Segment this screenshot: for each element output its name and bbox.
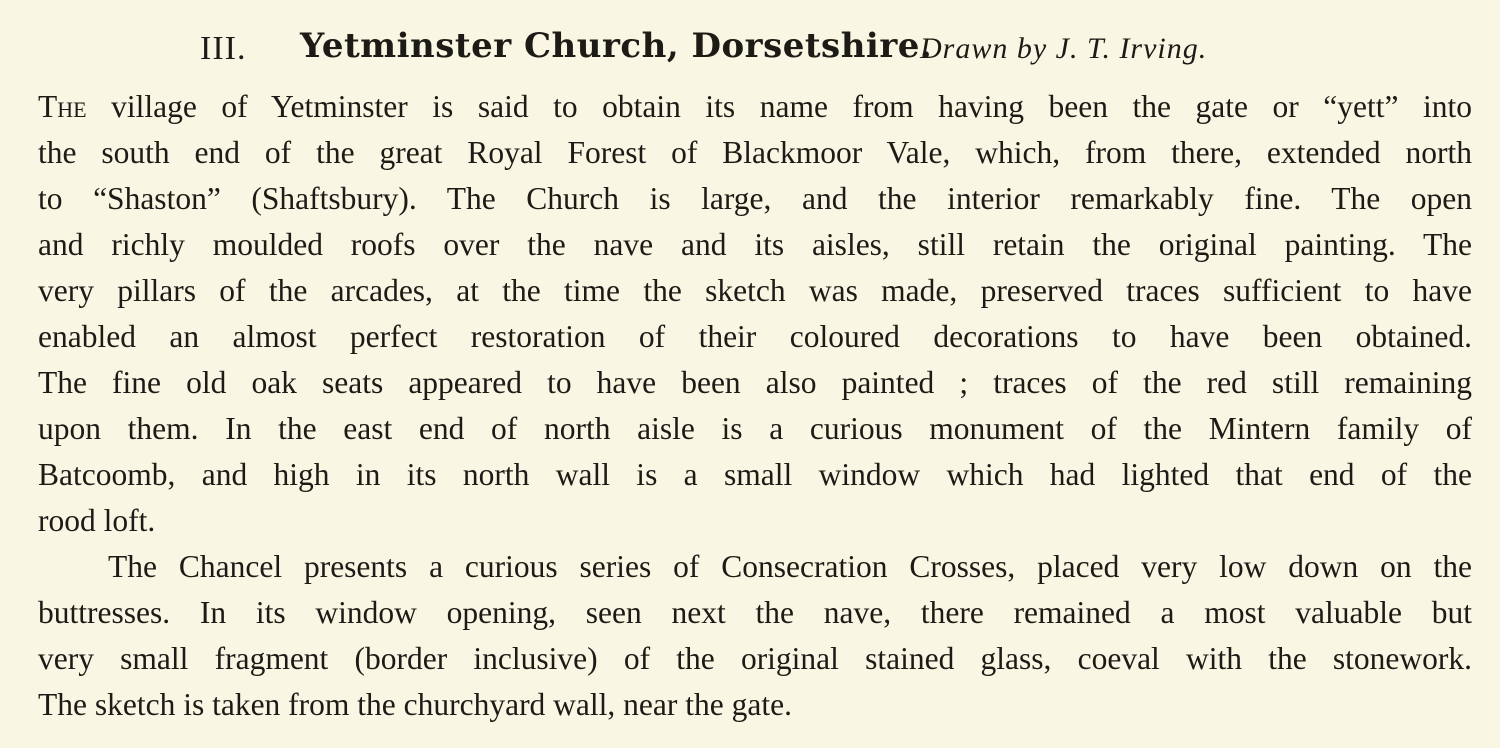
text-line: The village of Yetminster is said to obtain its name from having been the gate or “yett” into xyxy=(38,89,1472,124)
text-line: Batcoomb, and high in its north wall is a small window which had lighted that end of the xyxy=(38,457,1472,492)
text-line: very pillars of the arcades, at the time the sketch was made, preserved traces sufficient to have xyxy=(38,273,1472,308)
text-line: buttresses. In its window opening, seen next the nave, there remained a most valuable but xyxy=(38,595,1472,630)
paragraph-2 xyxy=(38,544,1472,728)
text-line: The sketch is taken from the churchyard wall, near the gate. xyxy=(38,687,792,722)
paragraph-1 xyxy=(38,84,1472,544)
lead-word: The xyxy=(38,89,87,124)
text-line: rood loft. xyxy=(38,503,156,538)
text-line: The Chancel presents a curious series of Consecration Crosses, placed very low down on the xyxy=(108,549,1472,584)
text-line: very small fragment (border inclusive) of the original stained glass, coeval with the stonework. xyxy=(38,641,1472,676)
artist-credit: Drawn by J. T. Irving. xyxy=(920,32,1208,65)
text-line: upon them. In the east end of north aisle is a curious monument of the Mintern family of xyxy=(38,411,1472,446)
text-line: the south end of the great Royal Forest of Blackmoor Vale, which, from there, extended north xyxy=(38,135,1472,170)
text-line: and richly moulded roofs over the nave and its aisles, still retain the original painting. The xyxy=(38,227,1472,262)
plate-heading xyxy=(38,22,1472,84)
text-line: to “Shaston” (Shaftsbury). The Church is large, and the interior remarkably fine. The open xyxy=(38,181,1472,216)
plate-numeral: III. xyxy=(200,30,247,67)
plate-title: Yetminster Church, Dorsetshire. xyxy=(300,26,933,66)
text-line: The fine old oak seats appeared to have been also painted ; traces of the red still remaining xyxy=(38,365,1472,400)
text-line: enabled an almost perfect restoration of their coloured decorations to have been obtained. xyxy=(38,319,1472,354)
